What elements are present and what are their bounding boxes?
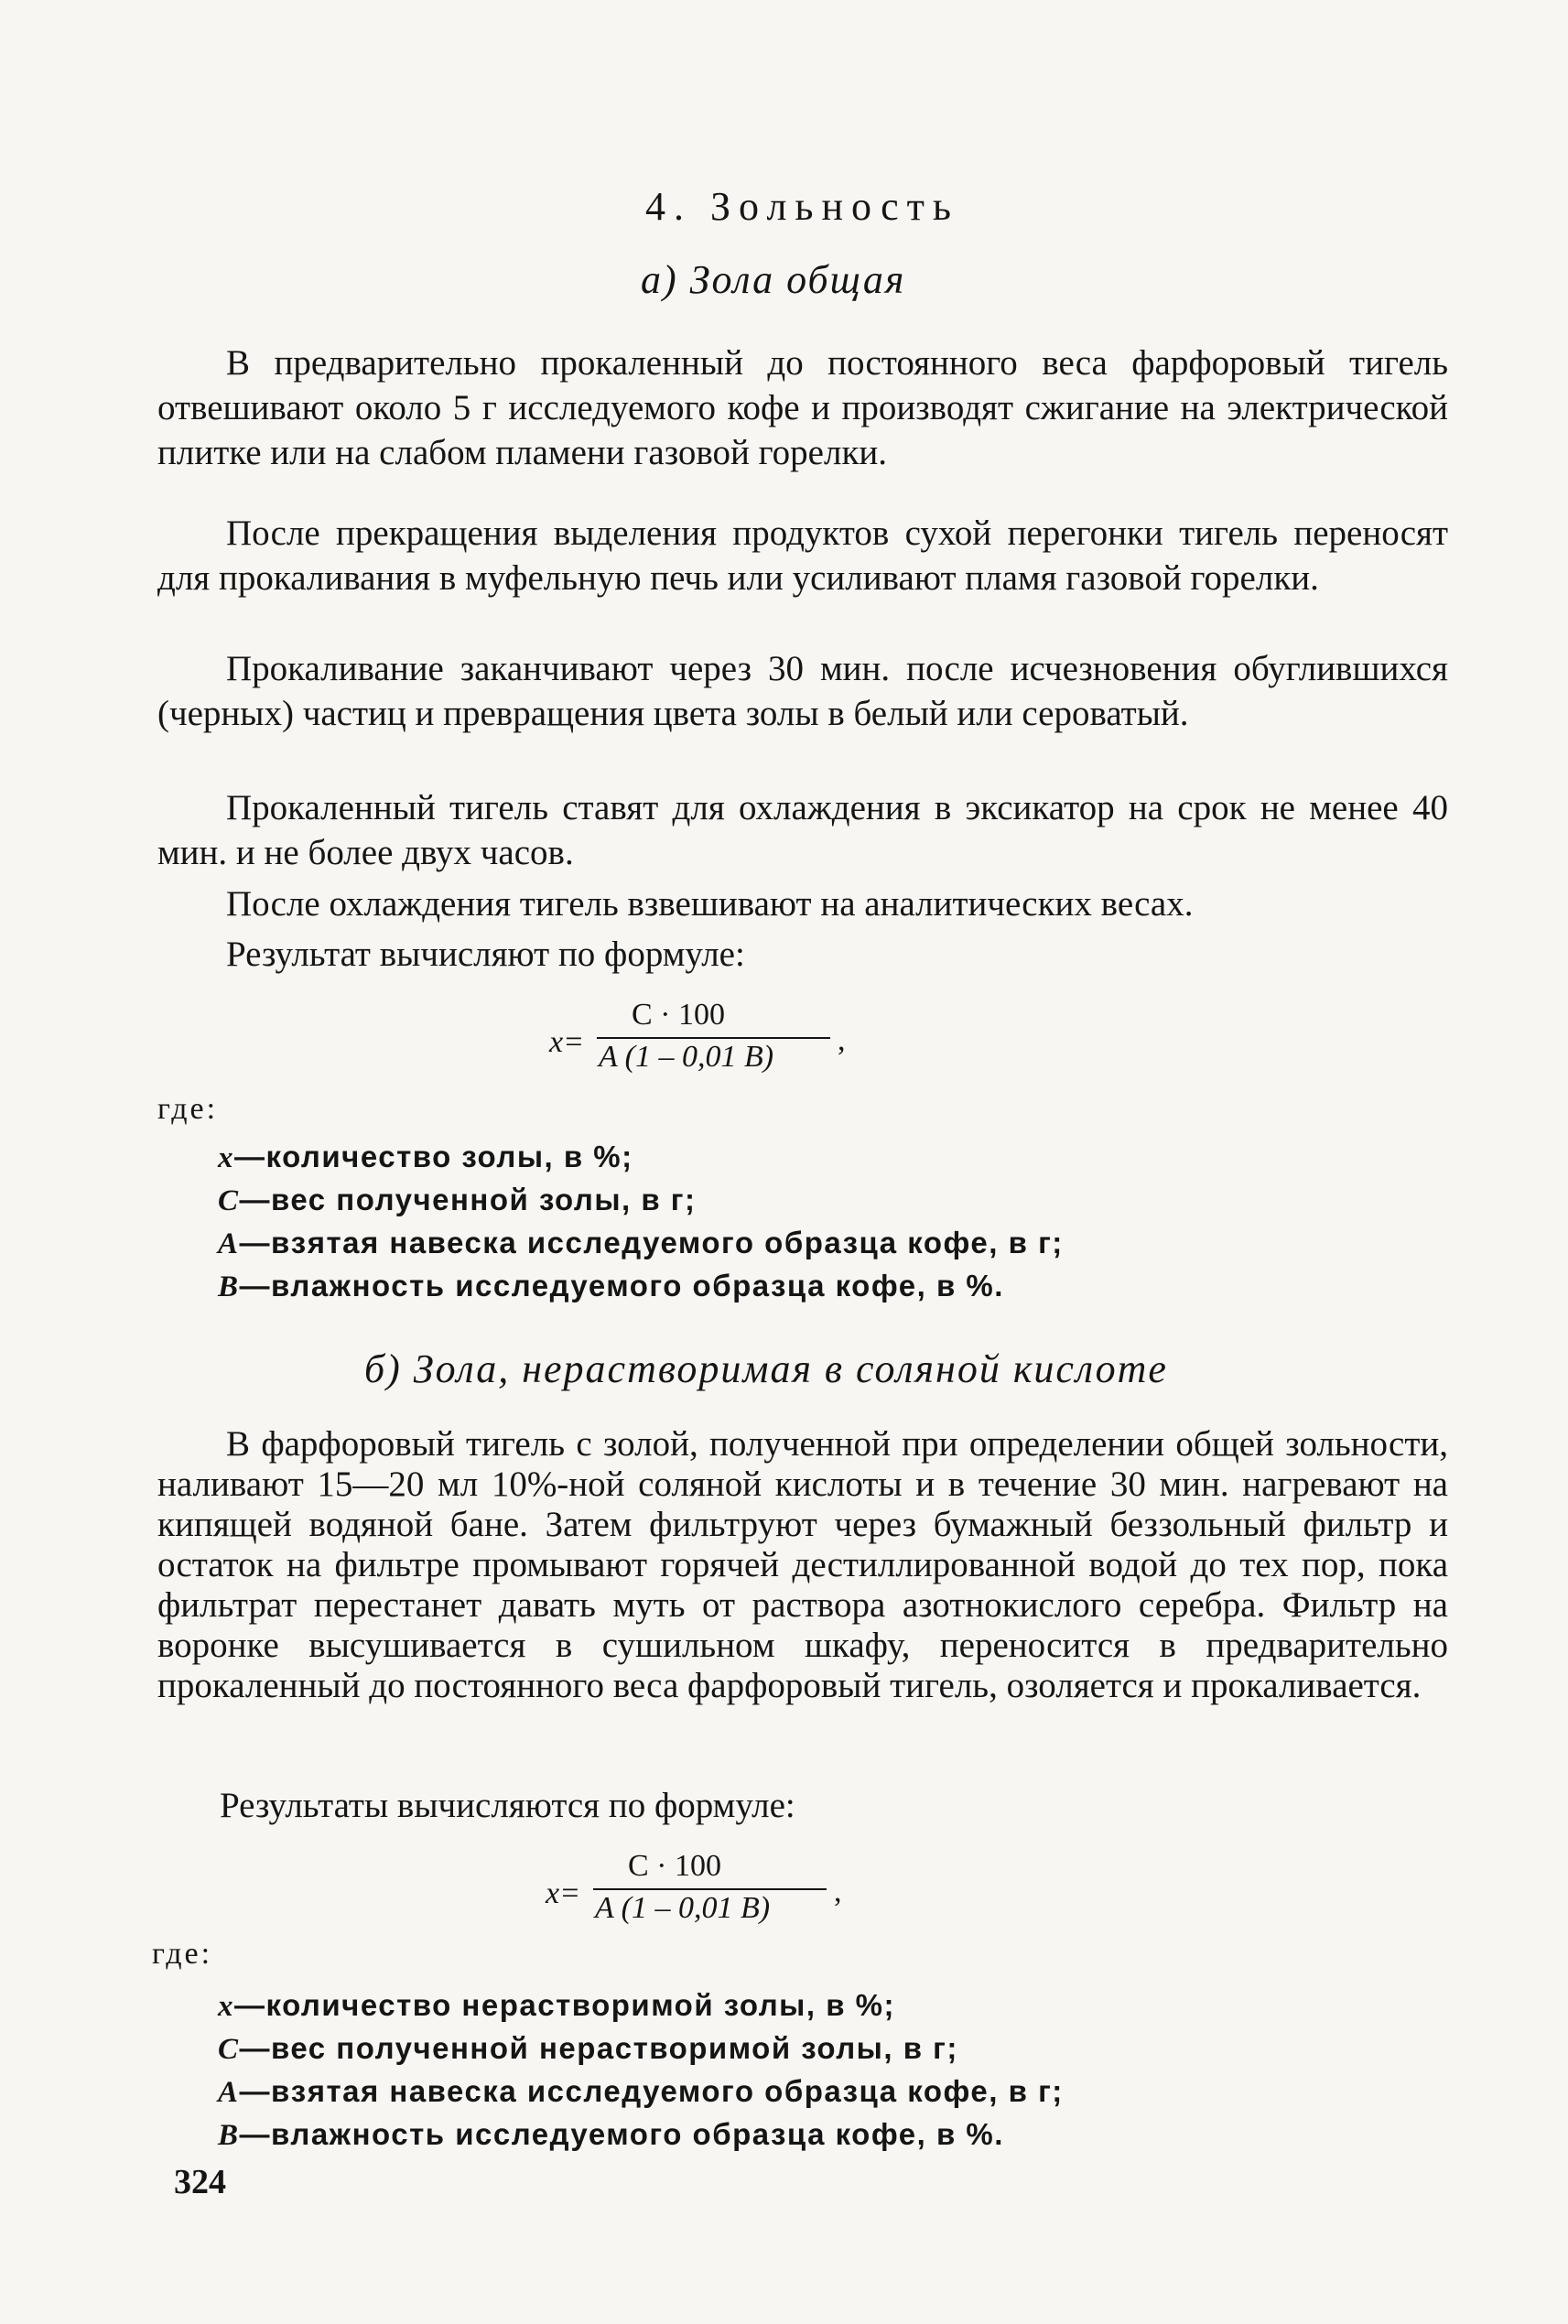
definition-symbol: B	[218, 1270, 240, 1303]
definition-text: —вес полученной нерастворимой золы, в г;	[239, 2031, 958, 2065]
paragraph-5: После охлаждения тигель взвешивают на аналитических весах.	[226, 884, 1194, 924]
formula-numerator: C · 100	[632, 998, 725, 1032]
definition-text: —влажность исследуемого образца кофе, в %.	[239, 2117, 1004, 2151]
definition-text: —взятая навеска исследуемого образца кофе, в г;	[239, 2074, 1064, 2108]
formula-denominator: A (1 – 0,01 B)	[595, 1891, 771, 1925]
formula-comma: ,	[838, 1023, 846, 1057]
definition-text: —влажность исследуемого образца кофе, в %.	[239, 1269, 1004, 1303]
definition-symbol: B	[218, 2119, 240, 2152]
paragraph-4: Прокаленный тигель ставят для охлаждения в эксикатор на срок не менее 40 мин. и не более двух часов.	[157, 788, 1448, 872]
subsection-title-a: а) Зола общая	[641, 257, 906, 302]
definition-c	[218, 1183, 697, 1218]
definition-b	[218, 2117, 1004, 2153]
formula-lhs: x=	[546, 1876, 581, 1910]
fraction-bar	[593, 1888, 827, 1890]
where-label: где:	[152, 1937, 213, 1971]
definition-text: —взятая навеска исследуемого образца кофе, в г;	[239, 1226, 1064, 1259]
formula-total-ash	[549, 998, 860, 1089]
section-title: 4. Зольность	[645, 184, 959, 229]
paragraph-1: В предварительно прокаленный до постоянного веса фарфоровый тигель отвешивают около 5 г исследуемого кофе и производят сжигание на электрической плитке или на слабом пламени газовой горелки.	[157, 343, 1448, 472]
paragraph-2: После прекращения выделения продуктов сухой перегонки тигель переносят для прокаливания в муфельную печь или усиливают пламя газовой горелки.	[157, 513, 1448, 598]
fraction-bar	[597, 1037, 830, 1039]
formula-numerator: C · 100	[628, 1849, 721, 1883]
paragraph-8: Результаты вычисляются по формуле:	[220, 1786, 795, 1825]
where-label: где:	[157, 1092, 219, 1126]
definition-a	[218, 2074, 1064, 2110]
definition-x	[218, 1988, 895, 2024]
definition-symbol: C	[218, 1184, 240, 1217]
definition-symbol: A	[218, 2076, 240, 2109]
subsection-title-b: б) Зола, нерастворимая в соляной кислоте	[364, 1346, 1168, 1391]
definition-c	[218, 2031, 958, 2067]
paragraph-6: Результат вычисляют по формуле:	[226, 935, 745, 974]
definition-symbol: C	[218, 2033, 240, 2066]
definition-a	[218, 1226, 1064, 1261]
definition-text: —количество нерастворимой золы, в %;	[234, 1988, 895, 2022]
page-number: 324	[174, 2163, 226, 2201]
definition-x	[218, 1140, 633, 1175]
definition-text: —вес полученной золы, в г;	[239, 1183, 697, 1216]
formula-denominator: A (1 – 0,01 B)	[599, 1040, 774, 1074]
formula-insoluble-ash	[546, 1849, 857, 1940]
definition-b	[218, 1269, 1004, 1304]
definition-symbol: x	[218, 1141, 234, 1174]
definition-text: —количество золы, в %;	[234, 1140, 633, 1173]
formula-comma: ,	[834, 1875, 842, 1908]
paragraph-3: Прокаливание заканчивают через 30 мин. после исчезновения обуглившихся (черных) частиц и превращения цвета золы в белый или сероватый.	[157, 649, 1448, 733]
paragraph-7: В фарфоровый тигель с золой, полученной при определении общей зольности, наливают 15—20 мл 10%-ной соляной кислоты и в течение 30 мин. нагревают на кипящей водяной бане. Затем фильтруют через бумажный беззольный фильтр и остаток на фильтре промывают горячей дестиллированной водой до тех пор, пока фильтрат перестанет давать муть от раствора азотнокислого серебра. Фильтр на воронке высушивается в сушильном шкафу, переносится в предварительно прокаленный до постоянного веса фарфоровый тигель, озоляется и прокаливается.	[157, 1424, 1448, 1705]
definition-symbol: x	[218, 1990, 234, 2023]
definition-symbol: A	[218, 1227, 240, 1260]
formula-lhs: x=	[549, 1025, 585, 1059]
